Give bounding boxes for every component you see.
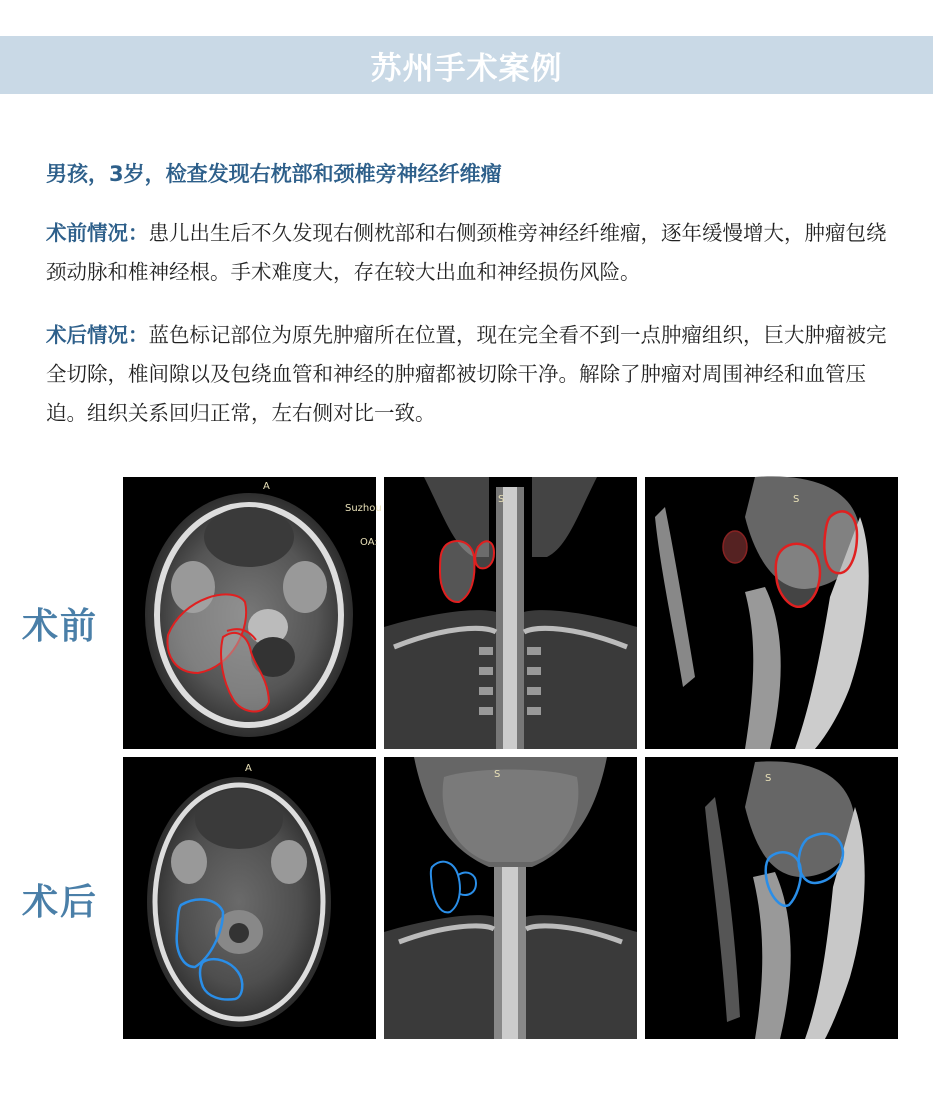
row-label-after: 术后 xyxy=(22,882,99,923)
postop-label: 术后情况： xyxy=(46,323,149,347)
scan-preop-coronal xyxy=(384,477,637,749)
preop-text: 患儿出生后不久发现右侧枕部和右侧颈椎旁神经纤维瘤，逐年缓慢增大，肿瘤包绕颈动脉和椎神经根。手术难度大，存在较大出血和神经损伤风险。 xyxy=(46,221,887,284)
scan-preop-axial xyxy=(123,477,382,749)
sagittal-orientation-tag: S xyxy=(793,494,800,505)
preop-label: 术前情况： xyxy=(46,221,149,245)
postop-text: 蓝色标记部位为原先肿瘤所在位置，现在完全看不到一点肿瘤组织，巨大肿瘤被完全切除，椎间隙以及包绕血管和神经的肿瘤都被切除干净。解除了肿瘤对周围神经和血管压迫。组织关系回归正常，左右侧对比一致。 xyxy=(46,323,887,425)
axial-hospital-tag: Suzhou xyxy=(345,503,382,514)
coronal-orientation-tag: S xyxy=(498,494,505,505)
postop-coronal-orientation-tag: S xyxy=(494,769,501,780)
axial-orientation-tag: A xyxy=(263,481,270,492)
postop-axial-orientation-tag: A xyxy=(245,763,252,774)
scan-postop-axial xyxy=(123,757,376,1039)
row-label-before: 术前 xyxy=(22,606,99,647)
postop-sagittal-orientation-tag: S xyxy=(765,773,772,784)
scan-postop-coronal xyxy=(384,757,637,1039)
preop-paragraph xyxy=(46,214,906,292)
title-banner xyxy=(0,36,933,94)
postop-paragraph xyxy=(46,316,906,433)
scan-preop-sagittal xyxy=(645,477,898,749)
scan-postop-sagittal xyxy=(645,757,898,1039)
case-subtitle: 男孩，3岁，检查发现右枕部和颈椎旁神经纤维瘤 xyxy=(46,162,502,186)
axial-code-tag: OA: xyxy=(360,537,378,548)
page-title: 苏州手术案例 xyxy=(370,50,563,87)
